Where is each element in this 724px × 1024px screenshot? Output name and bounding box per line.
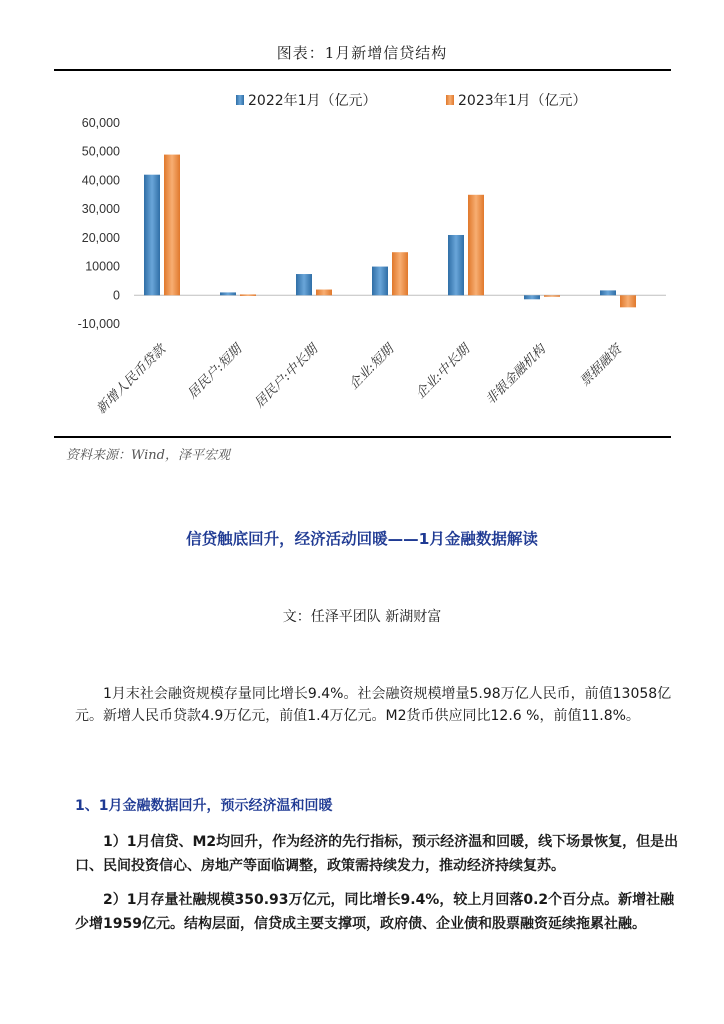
intro-paragraph: 1月末社会融资规模存量同比增长9.4%。社会融资规模增量5.98万亿人民币，前值13058亿元。新增人民币贷款4.9万亿元，前值1.4万亿元。M2货币供应同比12.6 %，前值11.8%。 [75,686,672,724]
article-title: 信贷触底回升，经济活动回暖——1月金融数据解读 [186,530,538,548]
chart-legend [236,92,587,109]
y-tick-label: 20,000 [81,230,120,245]
bar-2022 [144,175,160,296]
bar-2022 [372,267,388,296]
bar-2023 [240,294,256,296]
bar-2023 [164,155,180,296]
legend-swatch [446,95,454,105]
legend-label: 2022年1月（亿元） [248,93,377,109]
legend-swatch [236,95,244,105]
x-tick-label: 票据融资 [577,342,625,390]
figure-bottom-rule [54,436,671,438]
article-byline: 文：任泽平团队 新湖财富 [282,609,442,625]
figure-top-rule [54,69,671,71]
y-tick-label: 10000 [85,259,120,274]
bar-2022 [524,295,540,299]
x-tick-label: 新增人民币贷款 [93,342,169,418]
figure-title: 图表：1月新增信贷结构 [276,44,448,62]
y-tick-label: 0 [113,288,120,303]
bar-2022 [220,292,236,295]
figure-source: 资料来源：Wind，泽平宏观 [66,448,230,463]
bar-2023 [544,295,560,297]
chart-bars [144,155,636,308]
bar-2023 [620,295,636,307]
legend-label: 2023年1月（亿元） [458,93,587,109]
bar-2022 [600,290,616,295]
x-tick-label: 企业:短期 [346,342,397,393]
bar-2023 [392,252,408,295]
x-tick-label: 居民户:中长期 [251,342,321,412]
y-tick-label: 50,000 [81,144,120,159]
point-2-paragraph: 2）1月存量社融规模350.93万亿元，同比增长9.4%，较上月回落0.2个百分点。新增社融少增1959亿元。结构层面，信贷成主要支撑项，政府债、企业债和股票融资延续拖累社融。 [75,892,675,932]
x-tick-label: 非银金融机构 [483,342,549,408]
bar-2023 [468,195,484,296]
bar-2022 [296,274,312,295]
y-tick-label: -10,000 [77,317,120,331]
x-axis-labels [94,341,626,417]
bar-chart [54,72,671,436]
x-tick-label: 企业:中长期 [413,342,473,402]
x-tick-label: 居民户:短期 [185,342,245,402]
bar-2022 [448,235,464,295]
y-tick-label: 60,000 [81,116,120,130]
y-tick-label: 40,000 [81,173,120,188]
bar-2023 [316,290,332,296]
y-tick-label: 30,000 [81,202,120,217]
point-1-paragraph: 1）1月信贷、M2均回升，作为经济的先行指标，预示经济温和回暖，线下场景恢复，但是出口、民间投资信心、房地产等面临调整，政策需持续发力，推动经济持续复苏。 [75,834,679,874]
section-heading: 1、1月金融数据回升，预示经济温和回暖 [75,798,333,814]
